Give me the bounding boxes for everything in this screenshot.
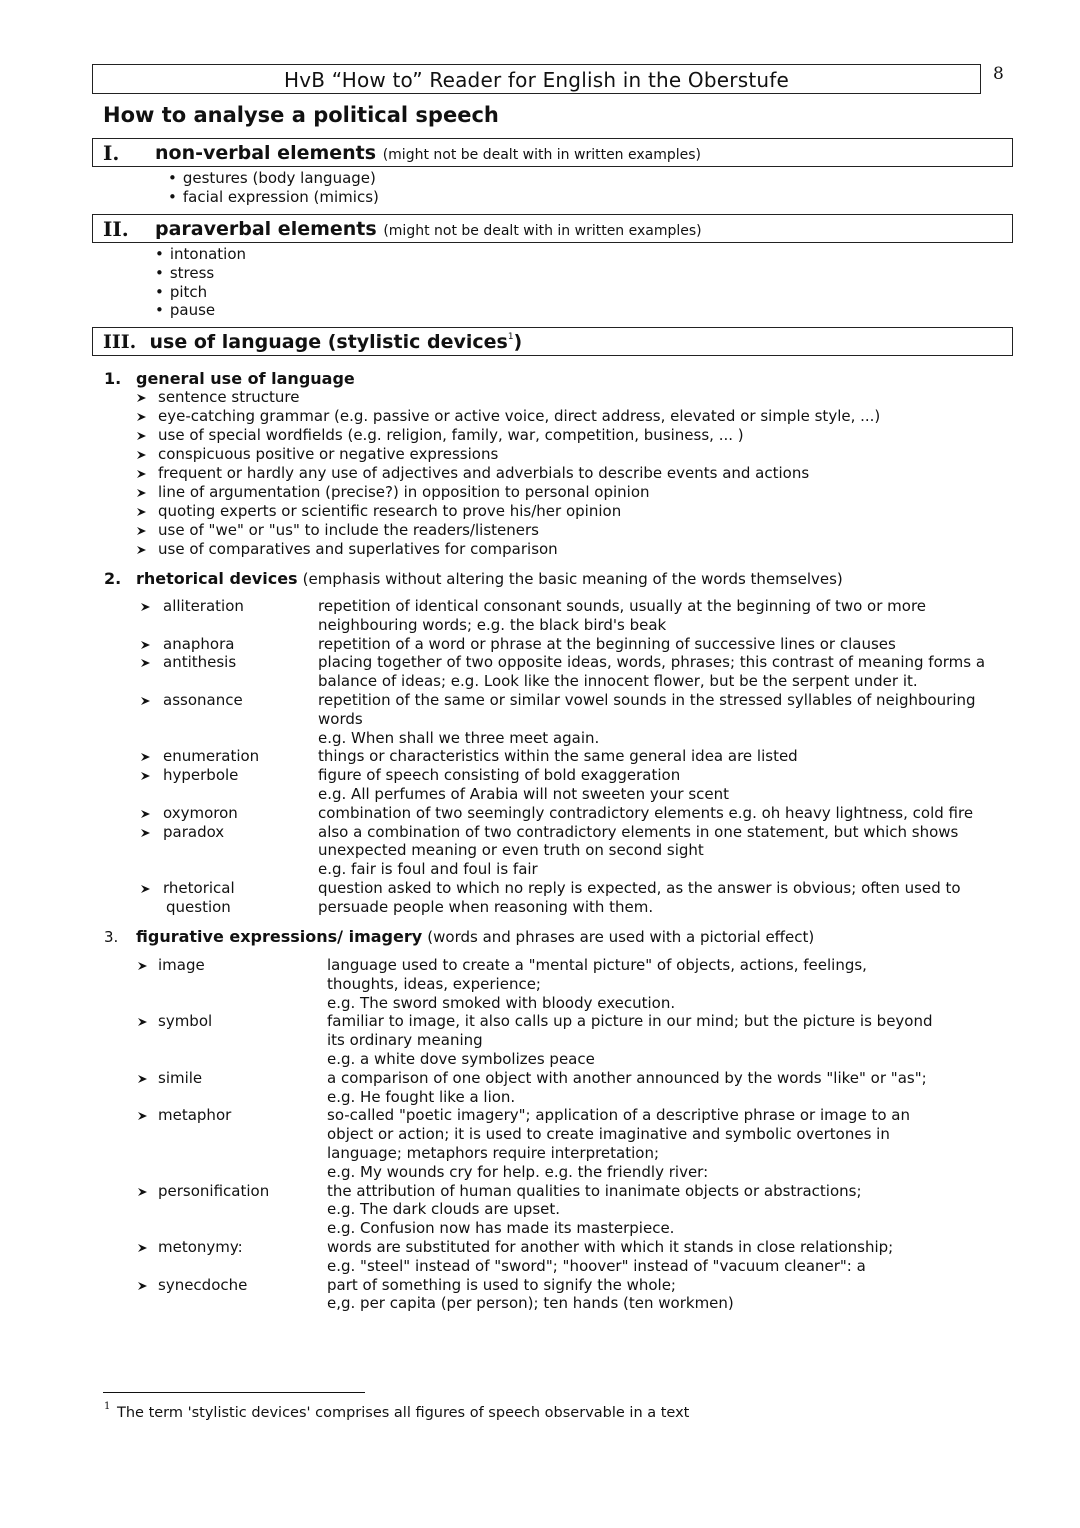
device-definition: e.g. My wounds cry for help. e.g. the friendly river: — [327, 1162, 709, 1181]
subsection-note: (emphasis without altering the basic meaning of the words themselves) — [302, 570, 843, 588]
device-definition: e.g. The sword smoked with bloody execution. — [327, 993, 676, 1012]
arrow-bullet-icon — [136, 525, 147, 540]
footnote-text: The term 'stylistic devices' comprises all figures of speech observable in a text — [117, 1405, 690, 1421]
device-term: hyperbole — [163, 766, 239, 785]
device-definition: also a combination of two contradictory elements in one statement, but which shows — [318, 822, 959, 841]
section-title — [155, 142, 701, 164]
device-definition: unexpected meaning or even truth on second sight — [318, 841, 704, 860]
device-definition: repetition of a word or phrase at the beginning of successive lines or clauses — [318, 634, 896, 653]
device-term: metonymy: — [158, 1238, 243, 1256]
arrow-bullet-icon — [140, 827, 151, 842]
footnote-mark: 1 — [104, 1401, 111, 1412]
device-definition: combination of two seemingly contradictory elements e.g. oh heavy lightness, cold fire — [318, 803, 974, 822]
device-definition: part of something is used to signify the whole; — [327, 1275, 676, 1294]
list-item: frequent or hardly any use of adjectives and adverbials to describe events and actions — [158, 464, 810, 482]
arrow-bullet-icon — [136, 468, 147, 483]
device-definition: thoughts, ideas, experience; — [327, 974, 541, 993]
device-definition: balance of ideas; e.g. Look like the innocent flower, but be the serpent under it. — [318, 672, 918, 691]
device-definition: e,g. per capita (per person); ten hands (ten workmen) — [327, 1294, 734, 1313]
device-definition: e.g. When shall we three meet again. — [318, 728, 600, 747]
device-term: simile — [158, 1068, 203, 1087]
page-number: 8 — [993, 64, 1004, 84]
device-term: paradox — [163, 822, 225, 841]
arrow-bullet-icon — [140, 695, 151, 710]
list-item: conspicuous positive or negative expressions — [158, 445, 499, 463]
section-title-text: non-verbal elements — [155, 142, 377, 164]
section-use-of-language-box — [92, 327, 1013, 356]
arrow-bullet-icon — [140, 639, 151, 654]
device-term: personification — [158, 1181, 270, 1200]
section-title-text: paraverbal elements — [155, 218, 377, 240]
header-title: HvB “How to” Reader for English in the Oberstufe — [284, 68, 789, 92]
document-title: How to analyse a political speech — [103, 103, 499, 127]
section-paraverbal-box — [92, 214, 1013, 243]
list-item: • stress — [155, 264, 214, 283]
section-title — [155, 218, 702, 240]
section-title-text: use of language (stylistic devices — [149, 331, 508, 353]
list-item: • pitch — [155, 283, 207, 302]
arrow-bullet-icon — [140, 751, 151, 766]
section-numeral: III. — [103, 331, 137, 353]
arrow-bullet-icon — [140, 883, 151, 898]
device-definition: words are substituted for another with which it stands in close relationship; — [327, 1238, 894, 1256]
arrow-bullet-icon — [137, 1110, 148, 1125]
subsection-heading — [136, 569, 843, 589]
list-item: quoting experts or scientific research to prove his/her opinion — [158, 502, 622, 520]
subsection-number: 1. — [104, 369, 122, 388]
device-term: synecdoche — [158, 1275, 248, 1294]
device-definition: language used to create a "mental picture" of objects, actions, feelings, — [327, 956, 867, 974]
device-term: question — [166, 897, 231, 916]
arrow-bullet-icon — [137, 1280, 148, 1295]
arrow-bullet-icon — [136, 411, 147, 426]
subsection-title: figurative expressions/ imagery — [136, 927, 423, 946]
subsection-heading — [136, 927, 814, 947]
device-term: metaphor — [158, 1106, 232, 1125]
list-item: use of special wordfields (e.g. religion, family, war, competition, business, ... ) — [158, 426, 744, 444]
arrow-bullet-icon — [137, 1073, 148, 1088]
subsection-title: general use of language — [136, 369, 355, 388]
device-definition: e.g. fair is foul and foul is fair — [318, 860, 538, 879]
arrow-bullet-icon — [137, 1242, 148, 1257]
device-term: assonance — [163, 691, 243, 709]
section-numeral: II. — [103, 217, 129, 241]
section-note: (might not be dealt with in written examples) — [383, 223, 702, 239]
device-term: image — [158, 956, 205, 974]
section-title-close: ) — [513, 331, 523, 353]
arrow-bullet-icon — [137, 1016, 148, 1031]
device-definition: object or action; it is used to create imaginative and symbolic overtones in — [327, 1125, 890, 1144]
device-definition: figure of speech consisting of bold exaggeration — [318, 766, 681, 785]
device-definition: repetition of identical consonant sounds, usually at the beginning of two or more — [318, 597, 927, 615]
device-definition: e.g. The dark clouds are upset. — [327, 1200, 561, 1219]
list-item: • pause — [155, 301, 215, 320]
device-definition: words — [318, 709, 363, 728]
arrow-bullet-icon — [136, 506, 147, 521]
list-item: • intonation — [155, 245, 246, 264]
section-title — [103, 331, 522, 353]
device-definition: a comparison of one object with another announced by the words "like" or "as"; — [327, 1068, 927, 1087]
list-item: sentence structure — [158, 388, 300, 406]
device-definition: e.g. "steel" instead of "sword"; "hoover" instead of "vacuum cleaner": a — [327, 1256, 866, 1275]
subsection-title: rhetorical devices — [136, 569, 298, 588]
device-term: symbol — [158, 1012, 213, 1031]
device-definition: e.g. a white dove symbolizes peace — [327, 1050, 595, 1068]
arrow-bullet-icon — [137, 1186, 148, 1201]
arrow-bullet-icon — [136, 487, 147, 502]
list-item: line of argumentation (precise?) in opposition to personal opinion — [158, 483, 650, 501]
arrow-bullet-icon — [136, 544, 147, 559]
arrow-bullet-icon — [136, 430, 147, 445]
device-definition: things or characteristics within the same general idea are listed — [318, 747, 798, 766]
subsection-number: 3. — [104, 928, 119, 946]
device-definition: language; metaphors require interpretation; — [327, 1144, 660, 1162]
arrow-bullet-icon — [137, 960, 148, 975]
arrow-bullet-icon — [140, 657, 151, 672]
arrow-bullet-icon — [140, 601, 151, 616]
device-definition: the attribution of human qualities to inanimate objects or abstractions; — [327, 1181, 862, 1200]
device-definition: neighbouring words; e.g. the black bird's beak — [318, 615, 667, 634]
device-definition: so-called "poetic imagery"; application of a descriptive phrase or image to an — [327, 1106, 910, 1125]
footnote-divider — [103, 1392, 365, 1393]
arrow-bullet-icon — [136, 392, 147, 407]
list-item: • gestures (body language) — [168, 169, 376, 188]
device-definition: e.g. All perfumes of Arabia will not sweeten your scent — [318, 785, 730, 803]
device-definition: placing together of two opposite ideas, words, phrases; this contrast of meaning forms a — [318, 653, 986, 672]
device-term: oxymoron — [163, 803, 238, 822]
arrow-bullet-icon — [136, 449, 147, 464]
device-term: anaphora — [163, 634, 235, 653]
device-term: enumeration — [163, 747, 260, 766]
section-nonverbal-box — [92, 138, 1013, 167]
section-note: (might not be dealt with in written examples) — [382, 147, 702, 163]
footnote-reference[interactable]: 1 — [507, 332, 514, 342]
list-item: • facial expression (mimics) — [168, 188, 379, 207]
list-item: use of comparatives and superlatives for comparison — [158, 540, 558, 558]
section-numeral: I. — [103, 141, 120, 165]
subsection-note: (words and phrases are used with a pictorial effect) — [427, 928, 815, 946]
device-definition: question asked to which no reply is expected, as the answer is obvious; often used to — [318, 879, 961, 897]
device-definition: e.g. Confusion now has made its masterpiece. — [327, 1219, 675, 1238]
device-term: antithesis — [163, 653, 237, 672]
device-term: alliteration — [163, 597, 244, 615]
device-definition: e.g. He fought like a lion. — [327, 1087, 516, 1106]
device-definition: repetition of the same or similar vowel sounds in the stressed syllables of neighbouring — [318, 691, 976, 709]
device-term: rhetorical — [163, 879, 235, 897]
subsection-number: 2. — [104, 569, 122, 588]
list-item: eye-catching grammar (e.g. passive or active voice, direct address, elevated or simple style, ...) — [158, 407, 881, 425]
arrow-bullet-icon — [140, 808, 151, 823]
arrow-bullet-icon — [140, 770, 151, 785]
device-definition: its ordinary meaning — [327, 1031, 483, 1050]
device-definition: persuade people when reasoning with them. — [318, 897, 654, 916]
list-item: use of "we" or "us" to include the readers/listeners — [158, 521, 539, 539]
device-definition: familiar to image, it also calls up a picture in our mind; but the picture is beyond — [327, 1012, 933, 1031]
header-box — [92, 64, 981, 94]
